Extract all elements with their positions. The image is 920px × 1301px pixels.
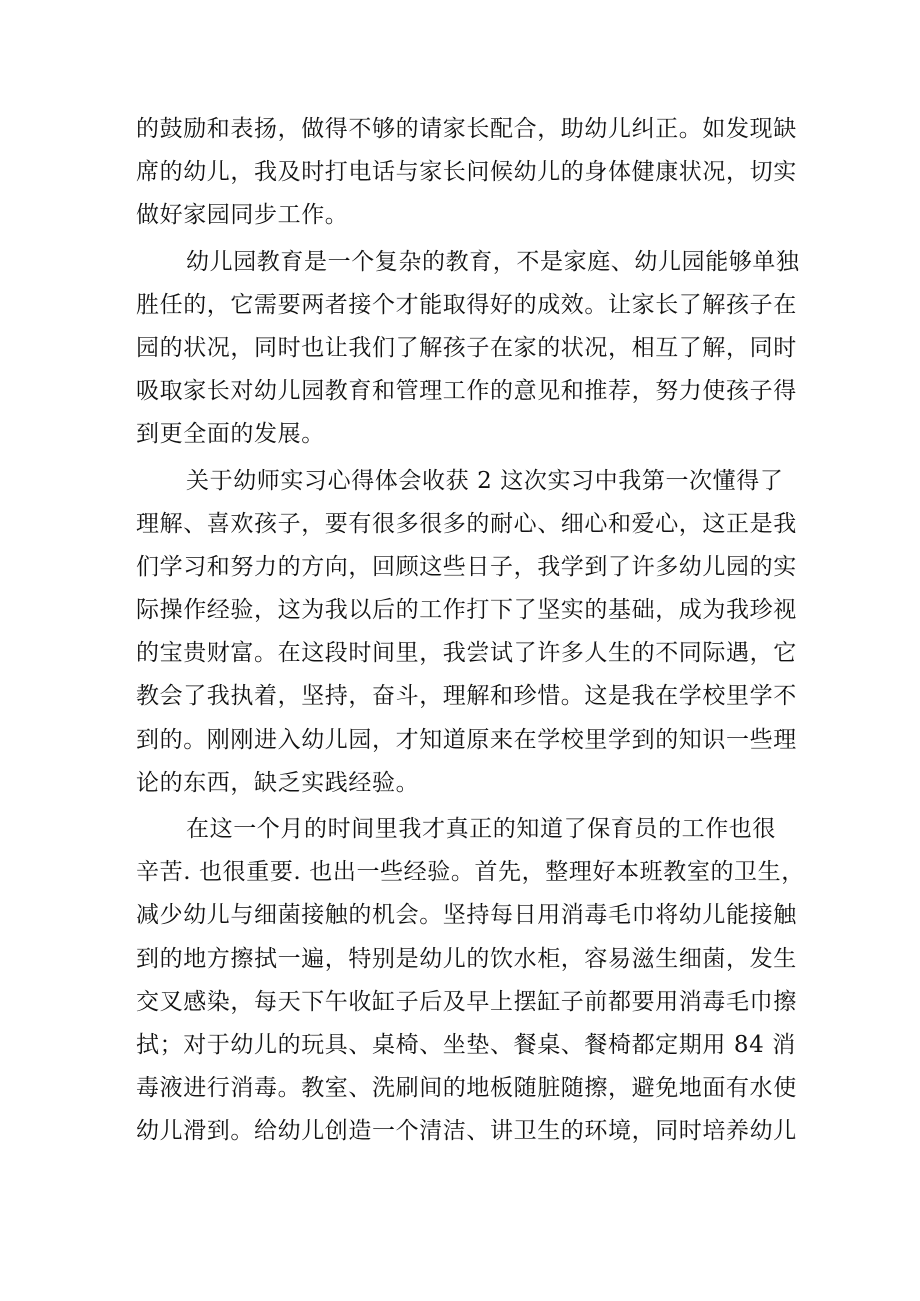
text-line: 减少幼儿与细菌接触的机会。坚持每日用消毒毛巾将幼儿能接触 — [136, 902, 797, 929]
paragraph-3 — [136, 460, 796, 806]
text-line: 做好家园同步工作。 — [136, 202, 349, 229]
text-line: 毒液进行消毒。教室、洗刷间的地板随脏随擦，避免地面有水使 — [136, 1075, 797, 1102]
text-line: 园的状况，同时也让我们了解孩子在家的状况，相互了解，同时 — [136, 334, 797, 361]
text-line: 幼儿园教育是一个复杂的教育，不是家庭、幼儿园能够单独 — [186, 248, 800, 275]
text-line: 关于幼师实习心得体会收获 2 这次实习中我第一次懂得了 — [186, 467, 784, 494]
text-line: 际操作经验，这为我以后的工作打下了坚实的基础，成为我珍视 — [136, 597, 797, 624]
text-line: 论的东西，缺乏实践经验。 — [136, 769, 420, 796]
text-line: 到的地方擦拭一遍，特别是幼儿的饮水柜，容易滋生细菌，发生 — [136, 945, 797, 972]
text-line: 交叉感染，每天下午收缸子后及早上摆缸子前都要用消毒毛巾擦 — [136, 988, 797, 1015]
text-line: 胜任的，它需要两者接个才能取得好的成效。让家长了解孩子在 — [136, 291, 797, 318]
text-line: 幼儿滑到。给幼儿创造一个清洁、讲卫生的环境，同时培养幼儿 — [136, 1118, 797, 1145]
text-line: 理解、喜欢孩子，要有很多很多的耐心、细心和爱心，这正是我 — [136, 510, 797, 537]
paragraph-4 — [136, 808, 805, 1154]
text-line: 到更全面的发展。 — [136, 421, 325, 448]
text-line: 教会了我执着，坚持，奋斗，理解和珍惜。这是我在学校里学不 — [136, 683, 797, 710]
text-line: 到的。刚刚进入幼儿园，才知道原来在学校里学到的知识一些理 — [136, 726, 797, 753]
text-line: 辛苦. 也很重要. 也出一些经验。首先，整理好本班教室的卫生， — [136, 859, 805, 886]
paragraph-1 — [136, 108, 796, 238]
text-line: 们学习和努力的方向，回顾这些日子，我学到了许多幼儿园的实 — [136, 553, 797, 580]
text-line: 席的幼儿，我及时打电话与家长问候幼儿的身体健康状况，切实 — [136, 159, 797, 186]
text-line: 吸取家长对幼儿园教育和管理工作的意见和推荐，努力使孩子得 — [136, 378, 797, 405]
text-line: 的宝贵财富。在这段时间里，我尝试了许多人生的不同际遇，它 — [136, 640, 797, 667]
text-line: 拭；对于幼儿的玩具、桌椅、坐垫、餐桌、餐椅都定期用 84 消 — [136, 1031, 796, 1058]
document-body — [136, 108, 805, 1154]
text-line: 在这一个月的时间里我才真正的知道了保育员的工作也很 — [186, 816, 776, 842]
paragraph-2 — [136, 241, 800, 457]
text-line: 的鼓励和表扬，做得不够的请家长配合，助幼儿纠正。如发现缺 — [136, 116, 797, 142]
